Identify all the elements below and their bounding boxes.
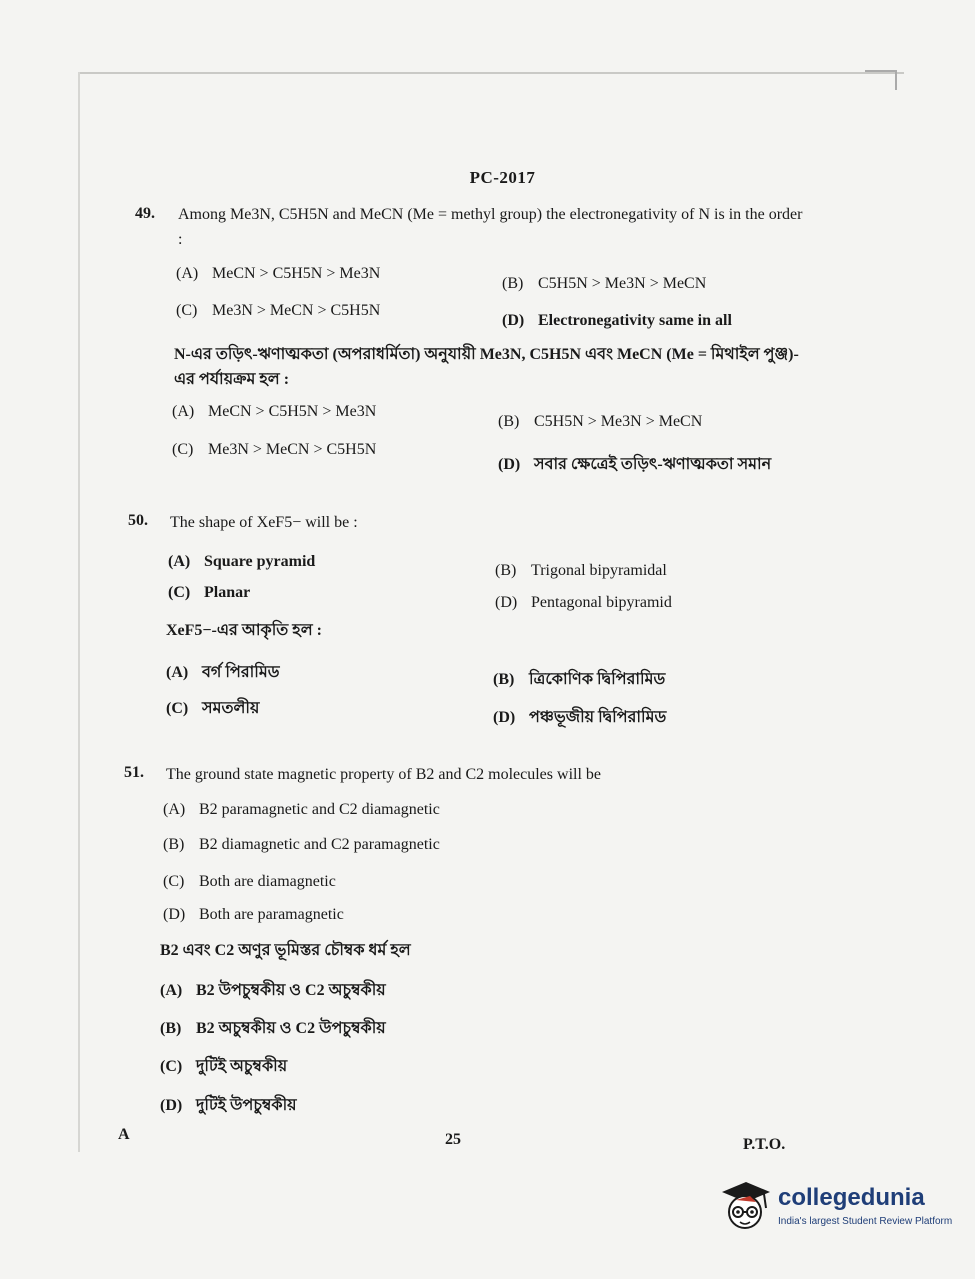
option-en: (B) C5H5N > Me3N > MeCN — [502, 275, 707, 292]
mascot-icon — [716, 1178, 774, 1236]
option-en: (D) Both are paramagnetic — [163, 906, 344, 923]
option-en: (A) MeCN > C5H5N > Me3N — [176, 265, 381, 282]
question-stem-en: The ground state magnetic property of B2 and C2 molecules will be — [166, 766, 601, 783]
option-en: (C) Me3N > MeCN > C5H5N — [176, 302, 381, 319]
question-stem-bn: B2 এবং C2 অণুর ভূমিস্তর চৌম্বক ধর্ম হল — [160, 942, 411, 959]
paper-code: PC-2017 — [469, 168, 536, 187]
option-bn: (A) MeCN > C5H5N > Me3N — [172, 403, 377, 420]
option-en: (B) Trigonal bipyramidal — [495, 562, 667, 579]
option-en: (D) Pentagonal bipyramid — [495, 594, 672, 611]
option-en: (A) B2 paramagnetic and C2 diamagnetic — [163, 801, 440, 818]
question-stem-en: Among Me3N, C5H5N and MeCN (Me = methyl group) the electronegativity of N is in the order : — [178, 206, 803, 248]
booklet-series: A — [118, 1126, 130, 1143]
option-bn: (A) বর্গ পিরামিড — [166, 664, 280, 681]
page-edge-left — [78, 72, 80, 1152]
option-bn: (B) C5H5N > Me3N > MeCN — [498, 413, 703, 430]
option-bn: (A) B2 উপচুম্বকীয় ও C2 অচুম্বকীয় — [160, 982, 386, 999]
question-stem-en: The shape of XeF5− will be : — [170, 514, 358, 531]
option-en: (D) Electronegativity same in all — [502, 312, 732, 329]
option-bn: (D) সবার ক্ষেত্রেই তড়িৎ-ঋণাত্মকতা সমান — [498, 456, 772, 473]
option-bn: (C) দুটিই অচুম্বকীয় — [160, 1058, 288, 1075]
page-edge — [78, 72, 904, 74]
question-stem-bn: N-এর তড়িৎ-ঋণাত্মকতা (অপরাধর্মিতা) অনুযায়ী Me3N, C5H5N এবং MeCN (Me = মিথাইল পুঞ্জ)-এর পর্যায়ক্রম হল : — [174, 346, 799, 388]
logo-tagline: India's largest Student Review Platform — [778, 1216, 953, 1227]
question-number: 50. — [128, 512, 148, 529]
option-bn: (C) Me3N > MeCN > C5H5N — [172, 441, 377, 458]
question-number: 49. — [135, 205, 155, 222]
option-en: (C) Both are diamagnetic — [163, 873, 336, 890]
question-stem-bn: XeF5−-এর আকৃতি হল : — [166, 622, 322, 639]
logo-name: collegedunia — [778, 1184, 925, 1211]
collegedunia-logo[interactable] — [716, 1178, 956, 1238]
corner-mark — [865, 70, 897, 90]
option-bn: (B) ত্রিকোণিক দ্বিপিরামিড — [493, 671, 666, 688]
option-bn: (C) সমতলীয় — [166, 700, 260, 717]
pto-label: P.T.O. — [743, 1136, 786, 1153]
option-bn: (D) দুটিই উপচুম্বকীয় — [160, 1097, 297, 1114]
option-bn: (D) পঞ্চভূজীয় দ্বিপিরামিড — [493, 709, 667, 726]
question-number: 51. — [124, 764, 144, 781]
option-en: (A) Square pyramid — [168, 553, 316, 570]
page-number: 25 — [445, 1131, 461, 1148]
option-en: (C) Planar — [168, 584, 251, 601]
option-bn: (B) B2 অচুম্বকীয় ও C2 উপচুম্বকীয় — [160, 1020, 386, 1037]
option-en: (B) B2 diamagnetic and C2 paramagnetic — [163, 836, 440, 853]
